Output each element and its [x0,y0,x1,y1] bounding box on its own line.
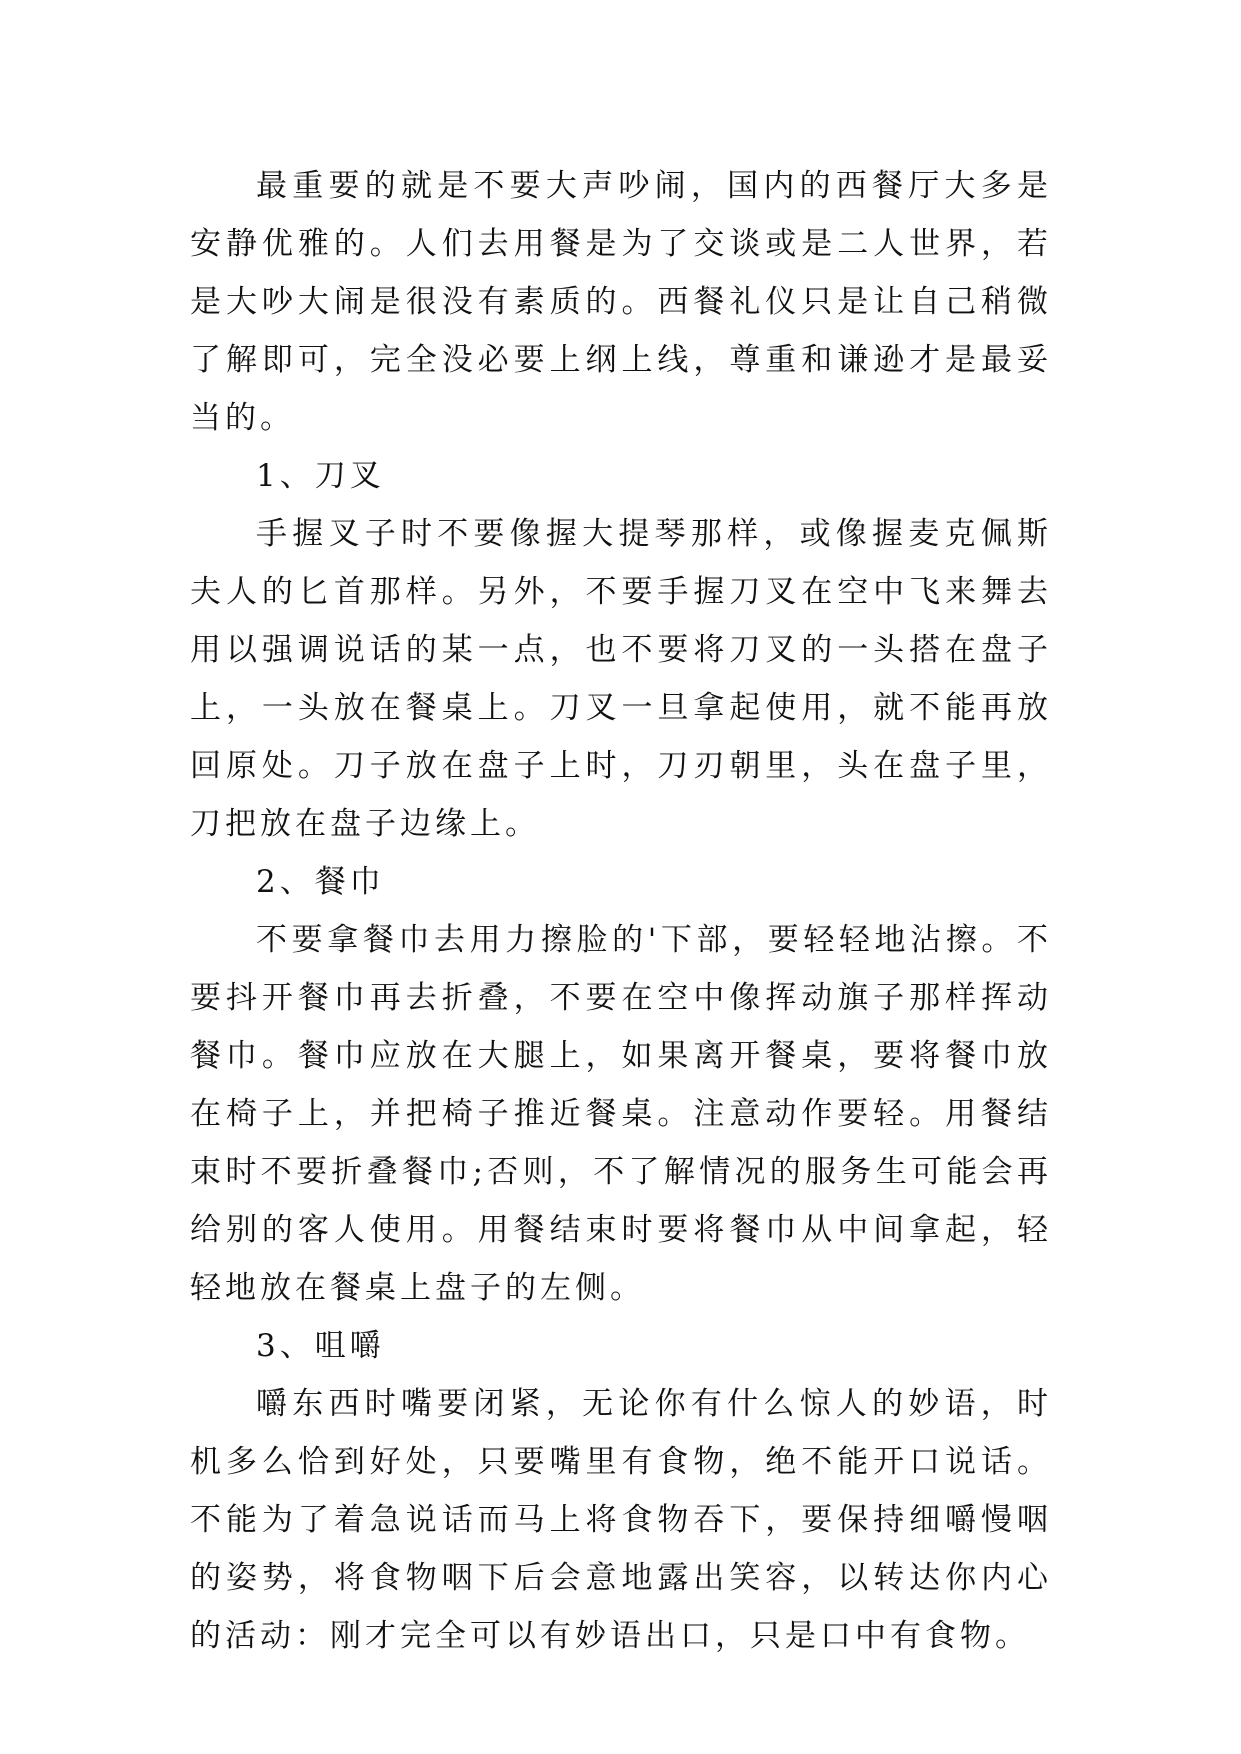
napkin-paragraph: 不要拿餐巾去用力擦脸的'下部，要轻轻地沾擦。不要抖开餐巾再去折叠，不要在空中像挥动旗子那样挥动餐巾。餐巾应放在大腿上，如果离开餐桌，要将餐巾放在椅子上，并把椅子推近餐桌。注意动作要轻。用餐结束时不要折叠餐巾;否则，不了解情况的服务生可能会再给别的客人使用。用餐结束时要将餐巾从中间拿起，轻轻地放在餐桌上盘子的左侧。 [190,922,1052,1306]
chewing-paragraph: 嚼东西时嘴要闭紧，无论你有什么惊人的妙语，时机多么恰到好处，只要嘴里有食物，绝不能开口说话。不能为了着急说话而马上将食物吞下，要保持细嚼慢咽的姿势，将食物咽下后会意地露出笑容，以转达你内心的活动：刚才完全可以有妙语出口，只是口中有食物。 [190,1386,1052,1654]
knife-fork-paragraph: 手握叉子时不要像握大提琴那样，或像握麦克佩斯夫人的匕首那样。另外，不要手握刀叉在空中飞来舞去用以强调说话的某一点，也不要将刀叉的一头搭在盘子上，一头放在餐桌上。刀叉一旦拿起使用，就不能再放回原处。刀子放在盘子上时，刀刃朝里，头在盘子里，刀把放在盘子边缘上。 [190,516,1052,842]
section-heading-napkin: 2、餐巾 [256,864,385,900]
document-body [190,157,1052,1665]
intro-paragraph: 最重要的就是不要大声吵闹，国内的西餐厅大多是安静优雅的。人们去用餐是为了交谈或是二人世界，若是大吵大闹是很没有素质的。西餐礼仪只是让自己稍微了解即可，完全没必要上纲上线，尊重和谦逊才是最妥当的。 [190,168,1052,436]
section-heading-knife-fork: 1、刀叉 [256,458,385,494]
section-heading-chewing: 3、咀嚼 [256,1328,385,1364]
